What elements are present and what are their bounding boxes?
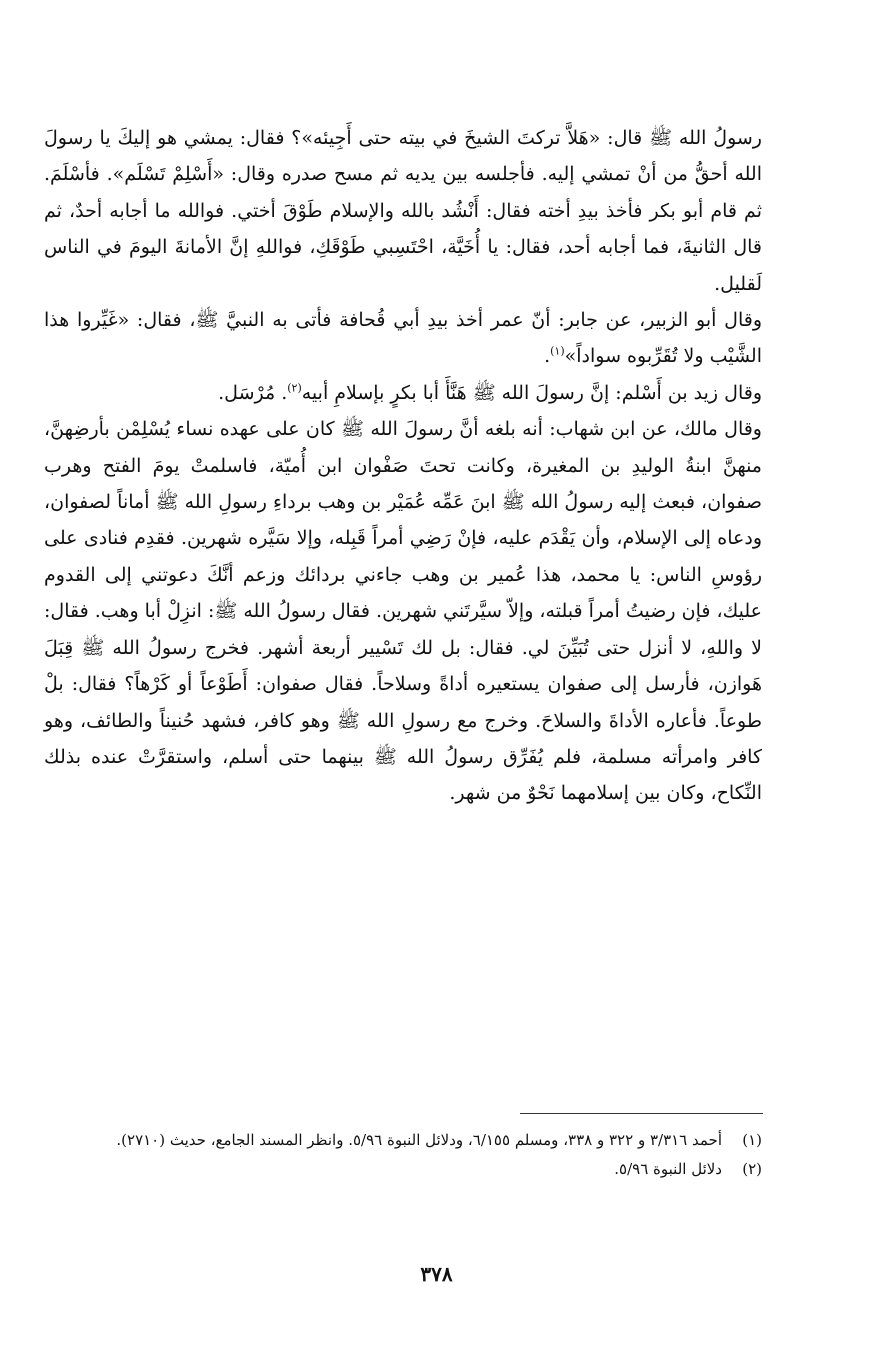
paragraph-3-after: . مُرْسَل. xyxy=(218,381,288,404)
paragraph-2-text: وقال أبو الزبير، عن جابر: أنّ عمر أخذ بيدِ أبي قُحافة فأتى به النبيَّ ﷺ، فقال: «غَيِّروا هذا الشَّيْب ولا تُقَرِّبوه سواداً» xyxy=(44,309,762,368)
footnote-2 xyxy=(44,1155,762,1184)
page-number: ٣٧٨ xyxy=(420,1262,453,1286)
paragraph-2-after: . xyxy=(544,345,551,368)
paragraph-4-text: وقال مالك، عن ابن شهاب: أنه بلغه أنَّ رسولَ الله ﷺ كان على عهده نساء يُسْلِمْن بأرضِهنَّ، منهنَّ ابنةُ الوليدِ بن المغيرة، وكانت تحتَ صَفْوان ابن أُميّة، فاسلمتْ يومَ الفتح وهرب صفوان، فبعث إليه رسولُ الله ﷺ ابنَ عَمِّه عُمَيْر بن وهب برداءِ رسولِ الله ﷺ أماناً لصفوان، ودعاه إلى الإسلام، وأن يَقْدَم عليه، فإنْ رَضِي أمراً قَبِله، وإلا سَيَّره شهرين. فقدِم فنادى على رؤوسِ الناس: يا محمد، هذا عُمير بن وهب جاءني بردائك وزعم أنَّكَ دعوتني إلى القدوم عليك، فإن رضيتُ أمراً قبلته، وإلاّ سيَّرتَني شهرين. فقال رسولُ الله ﷺ: انزِلْ أبا وهب. فقال: لا واللهِ، لا أنزل حتى تُبَيِّنَ لي. فقال: بل لك تَسْيير أربعة أشهر. فخرج رسولُ الله ﷺ قِبَلَ هَوازن، فأرسل إلى صفوان يستعيره أداةً وسلاحاً. فقال صفوان: أَطَوْعاً أو كَرْهاً؟ فقال: بلْ طوعاً. فأعاره الأداةَ والسلاحَ. وخرج مع رسولِ الله ﷺ وهو كافر، فشهد حُنيناً والطائف، وهو كافر وامرأته مسلمة، فلم يُفَرِّق رسولُ الله ﷺ بينهما حتى أسلم، واستقرَّتْ عنده بذلك النِّكاح، وكان بين إسلامهما نَحْوٌ من شهر. xyxy=(44,418,762,805)
footnote-1 xyxy=(44,1126,762,1155)
footnote-2-text: دلائل النبوة ٥/٩٦. xyxy=(614,1160,722,1178)
paragraph-3 xyxy=(44,375,762,411)
paragraph-1 xyxy=(44,120,762,302)
paragraph-2 xyxy=(44,302,762,375)
footnote-divider xyxy=(520,1113,763,1114)
footnote-1-number: (١) xyxy=(742,1131,762,1149)
main-text xyxy=(44,120,762,812)
footnotes xyxy=(44,1126,762,1184)
paragraph-3-text: وقال زيد بن أَسْلم: إنَّ رسولَ الله ﷺ هَنَّأَ أبا بكرٍ بإسلامِ أبيه xyxy=(301,381,762,404)
paragraph-1-text: رسولُ الله ﷺ قال: «هَلاَّ تركتَ الشيخَ في بيته حتى أَجِيئه»؟ فقال: يمشي هو إليكَ يا رسولَ الله أحقُّ من أنْ تمشي إليه. فأجلسه بين يديه ثم مسح صدره وقال: «أَسْلِمْ تَسْلَم». فأسْلَمَ. ثم قام أبو بكر فأخذ بيدِ أخته فقال: أَنْشُد بالله والإسلام طَوْقَ أختي. فوالله ما أجابه أحدٌ، ثم قال الثانيةَ، فما أجابه أحد، فقال: يا أُخَيَّة، احْتَسِبي طَوْقَكِ، فواللهِ إنَّ الأمانةَ اليومَ في الناس لَقليل. xyxy=(44,127,762,295)
paragraph-4 xyxy=(44,411,762,811)
footnote-ref-2[interactable]: (٢) xyxy=(287,381,302,395)
footnote-1-text: أحمد ٣/٣١٦ و ٣٢٢ و ٣٣٨، ومسلم ٦/١٥٥، ودلائل النبوة ٥/٩٦. وانظر المسند الجامع، حديث (٢٧١٠). xyxy=(116,1131,722,1149)
footnote-2-number: (٢) xyxy=(742,1160,762,1178)
footnote-ref-1[interactable]: (١) xyxy=(550,345,565,359)
